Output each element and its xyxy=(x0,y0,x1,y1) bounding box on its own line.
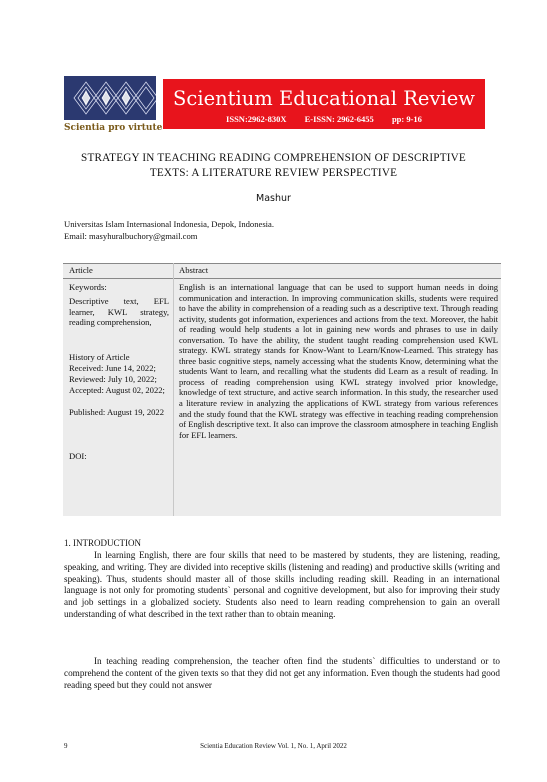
article-info-table xyxy=(63,263,501,516)
affiliation: Universitas Islam Internasional Indonesia, Depok, Indonesia. xyxy=(64,219,275,229)
journal-meta xyxy=(165,114,483,124)
column-divider xyxy=(173,263,174,516)
paper-title-line: TEXTS: A LITERATURE REVIEW PERSPECTIVE xyxy=(149,167,398,179)
journal-name: Scientium Educational Review xyxy=(173,87,475,110)
affiliation-block xyxy=(64,218,274,242)
body-paragraph: In teaching reading comprehension, the teacher often find the students` difficulties to understand or to comprehend the content of the given texts so that they did not get any information. Even though the students had good reading speed but they could not answer xyxy=(64,656,500,690)
body-paragraph: In learning English, there are four skills that need to be mastered by students, they are listening, reading, speaking, and writing. They are divided into receptive skills (listening and reading) and productive skills (writing and speaking). Thus, students should master all of those skills including reading skill. Reading in an international language is not only for promoting students` personal and cognitive development, but also for improving their study and job settings in a globalized society. Students also need to learn reading comprehension to gain an overall understanding of what described in the text rather than to obtain meaning. xyxy=(64,550,500,619)
date-reviewed: Reviewed: July 10, 2022; xyxy=(69,374,157,384)
journal-motto: Scientia pro virtute xyxy=(64,123,163,133)
column-header-abstract: Abstract xyxy=(179,265,209,275)
issn: ISSN:2962-830X xyxy=(226,114,287,124)
footer-citation: Scientia Education Review Vol. 1, No. 1, April 2022 xyxy=(200,742,347,750)
page-number: 9 xyxy=(64,742,68,750)
journal-banner xyxy=(163,79,485,129)
paper-title xyxy=(40,151,507,181)
keywords-list: Descriptive text, EFL learner, KWL strategy, reading comprehension, xyxy=(69,296,169,327)
page-range: pp: 9-16 xyxy=(391,114,422,124)
author-name: Mashur xyxy=(256,193,291,204)
diamond-pattern-icon xyxy=(64,76,156,120)
date-published: Published: August 19, 2022 xyxy=(69,407,165,417)
section-heading: 1. INTRODUCTION xyxy=(64,538,141,548)
journal-logo xyxy=(64,76,156,120)
abstract-text: English is an international language that can be used to support human needs in doing communication and interaction. In improving communication skills, students were required to have the ability in comprehension of a reading such as a descriptive text. Through reading activity, students got information, experiences and actions from the text. Moreover, the habit of reading would help students a lot in gaining new words and phrases to use in daily conversation. To have the ability, the student taught reading comprehension used KWL strategy. KWL strategy stands for Know-Want to Learn/Know-Learned. This strategy has three basic cognitive steps, namely accessing what the students Know, determining what the students Want to learn, and recalling what the students did Learn as a result of reading. In process of reading comprehension using KWL strategy involved prior knowledge, knowledge of text structure, and active search information. In this study, the researcher used a literature review in analyzing the applications of KWL strategy from various references and the study found that the KWL strategy was effective in teaching reading comprehension of English descriptive text. It also can improve the classroom atmosphere in teaching English for EFL learners. xyxy=(179,282,499,440)
keywords-label: Keywords: xyxy=(69,282,107,292)
column-header-article: Article xyxy=(69,265,93,275)
date-accepted: Accepted: August 02, 2022; xyxy=(69,385,165,395)
history-label: History of Article xyxy=(69,352,130,362)
author-email: Email: masyhuralbuchory@gmail.com xyxy=(64,231,198,241)
paper-title-line: STRATEGY IN TEACHING READING COMPREHENSION OF DESCRIPTIVE xyxy=(81,152,466,164)
eissn: E-ISSN: 2962-6455 xyxy=(304,114,374,124)
doi-label: DOI: xyxy=(69,451,87,461)
table-header xyxy=(63,263,501,279)
date-received: Received: June 14, 2022; xyxy=(69,363,156,373)
